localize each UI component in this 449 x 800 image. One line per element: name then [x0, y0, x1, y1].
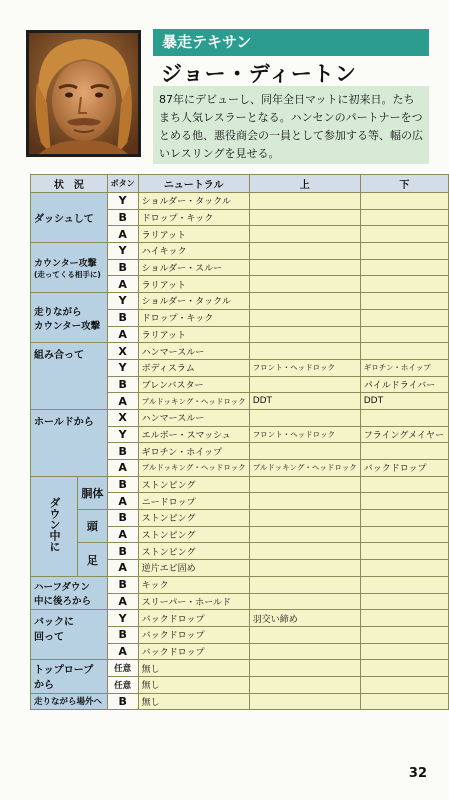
- move-neutral: ブルドッキング・ヘッドロック: [138, 393, 249, 410]
- move-neutral: バックドロップ: [138, 610, 249, 627]
- move-up: [249, 593, 360, 610]
- move-down: [360, 276, 448, 293]
- move-up: [249, 276, 360, 293]
- move-down: [360, 476, 448, 493]
- move-neutral: ストンピング: [138, 510, 249, 527]
- move-neutral: ドロップ・キック: [138, 309, 249, 326]
- button-key: B: [107, 376, 138, 393]
- button-key: A: [107, 276, 138, 293]
- button-key: 任意: [107, 660, 138, 677]
- move-up: [249, 309, 360, 326]
- move-neutral: ストンピング: [138, 476, 249, 493]
- move-neutral: 無し: [138, 676, 249, 693]
- move-neutral: ショルダー・タックル: [138, 193, 249, 210]
- move-neutral: ストンピング: [138, 526, 249, 543]
- move-neutral: ラリアット: [138, 276, 249, 293]
- wrestler-name: ジョー・ディートン: [161, 62, 357, 86]
- state-back: [31, 610, 108, 660]
- move-neutral: ハイキック: [138, 243, 249, 260]
- move-neutral: ブルドッキング・ヘッドロック: [138, 460, 249, 477]
- state-hold: ホールドから: [31, 409, 108, 476]
- move-down: [360, 326, 448, 343]
- table-row: [31, 576, 449, 593]
- move-neutral: ショルダー・スルー: [138, 259, 249, 276]
- header-up: 上: [249, 175, 360, 193]
- state-running-counter-line2: カウンター攻撃: [34, 320, 101, 332]
- move-down: パイルドライバー: [360, 376, 448, 393]
- header-state: 状 況: [31, 175, 108, 193]
- move-down: [360, 543, 448, 560]
- move-down: [360, 209, 448, 226]
- button-key: B: [107, 510, 138, 527]
- state-outside: 走りながら場外へ: [31, 693, 108, 710]
- move-neutral: ラリアット: [138, 326, 249, 343]
- table-row: [31, 193, 449, 210]
- button-key: A: [107, 326, 138, 343]
- button-key: B: [107, 576, 138, 593]
- move-up: フロント・ヘッドロック: [249, 359, 360, 376]
- button-key: A: [107, 460, 138, 477]
- table-row: [31, 693, 449, 710]
- move-neutral: バックドロップ: [138, 643, 249, 660]
- state-half-down-line1: ハーフダウン: [34, 582, 90, 593]
- page-number: 32: [408, 766, 427, 781]
- move-neutral: ストンピング: [138, 543, 249, 560]
- move-down: [360, 510, 448, 527]
- move-neutral: エルボー・スマッシュ: [138, 426, 249, 443]
- move-down: [360, 293, 448, 310]
- header-down: 下: [360, 175, 448, 193]
- state-down-label: ダウン中に: [48, 496, 62, 552]
- move-up: [249, 243, 360, 260]
- move-up: [249, 443, 360, 460]
- state-down-torso: 胴体: [78, 476, 108, 509]
- move-up: [249, 409, 360, 426]
- state-dash: ダッシュして: [31, 193, 108, 243]
- state-back-line2: 回って: [34, 632, 64, 644]
- move-up: [249, 226, 360, 243]
- state-top-rope-line1: トップロープ: [34, 665, 94, 677]
- wrestler-description: 87年にデビューし、同年全日マットに初来日。たちまち人気レスラーとなる。ハンセンのパートナーをつとめる他、悪役商会の一員として参加する等、幅の広いレスリングを見せる。: [153, 86, 429, 164]
- move-up: [249, 660, 360, 677]
- move-up: [249, 693, 360, 710]
- table-row: [31, 660, 449, 677]
- table-row: [31, 243, 449, 260]
- wrestler-photo-icon: [29, 33, 138, 154]
- button-key: B: [107, 476, 138, 493]
- move-neutral: ニードロップ: [138, 493, 249, 510]
- move-neutral: ラリアット: [138, 226, 249, 243]
- move-down: [360, 243, 448, 260]
- state-down-legs: 足: [78, 543, 108, 576]
- move-up: [249, 626, 360, 643]
- move-down: [360, 660, 448, 677]
- button-key: 任意: [107, 676, 138, 693]
- move-up: [249, 560, 360, 577]
- table-header-row: [31, 175, 449, 193]
- move-up: [249, 293, 360, 310]
- move-neutral: ボディスラム: [138, 359, 249, 376]
- button-key: X: [107, 343, 138, 360]
- button-key: X: [107, 409, 138, 426]
- table-row: [31, 476, 449, 493]
- move-down: [360, 193, 448, 210]
- move-down: DDT: [360, 393, 448, 410]
- move-neutral: ハンマースルー: [138, 409, 249, 426]
- move-up: [249, 643, 360, 660]
- move-down: [360, 226, 448, 243]
- move-neutral: キック: [138, 576, 249, 593]
- state-back-line1: バックに: [34, 617, 74, 629]
- button-key: A: [107, 393, 138, 410]
- button-key: Y: [107, 293, 138, 310]
- state-down: [31, 476, 78, 576]
- state-top-rope: [31, 660, 108, 693]
- state-running-counter: [31, 293, 108, 343]
- team-name-banner: 暴走テキサン: [153, 29, 429, 56]
- move-neutral: スリーパー・ホールド: [138, 593, 249, 610]
- table-row: [31, 610, 449, 627]
- move-down: [360, 560, 448, 577]
- move-up: ブルドッキング・ヘッドロック: [249, 460, 360, 477]
- move-neutral: ギロチン・ホイップ: [138, 443, 249, 460]
- move-neutral: 逆片エビ固め: [138, 560, 249, 577]
- table-row: [31, 510, 449, 527]
- move-down: [360, 643, 448, 660]
- button-key: A: [107, 593, 138, 610]
- move-down: [360, 626, 448, 643]
- move-up: [249, 209, 360, 226]
- button-key: Y: [107, 193, 138, 210]
- state-counter: [31, 243, 108, 293]
- table-row: [31, 543, 449, 560]
- move-neutral: ブレンバスター: [138, 376, 249, 393]
- table-row: [31, 409, 449, 426]
- move-up: [249, 376, 360, 393]
- state-half-down-line2: 中に後ろから: [34, 596, 92, 607]
- table-row: [31, 293, 449, 310]
- button-key: A: [107, 493, 138, 510]
- move-down: [360, 309, 448, 326]
- move-down: フライングメイヤー: [360, 426, 448, 443]
- button-key: B: [107, 626, 138, 643]
- button-key: A: [107, 226, 138, 243]
- button-key: B: [107, 693, 138, 710]
- move-up: [249, 326, 360, 343]
- move-up: [249, 510, 360, 527]
- move-up: [249, 259, 360, 276]
- move-neutral: バックドロップ: [138, 626, 249, 643]
- move-up: [249, 493, 360, 510]
- state-half-down: [31, 576, 108, 609]
- move-down: [360, 676, 448, 693]
- move-up: [249, 543, 360, 560]
- button-key: B: [107, 309, 138, 326]
- move-table: [30, 174, 449, 710]
- move-up: [249, 576, 360, 593]
- move-up: [249, 676, 360, 693]
- button-key: Y: [107, 610, 138, 627]
- state-running-counter-line1: 走りながら: [34, 306, 82, 318]
- move-down: [360, 526, 448, 543]
- button-key: Y: [107, 243, 138, 260]
- move-up: [249, 476, 360, 493]
- move-down: [360, 610, 448, 627]
- move-up: DDT: [249, 393, 360, 410]
- move-down: [360, 576, 448, 593]
- move-neutral: ドロップ・キック: [138, 209, 249, 226]
- button-key: B: [107, 543, 138, 560]
- move-down: [360, 443, 448, 460]
- state-counter-label: カウンター攻撃: [34, 258, 97, 269]
- button-key: Y: [107, 426, 138, 443]
- move-up: [249, 526, 360, 543]
- button-key: B: [107, 259, 138, 276]
- move-down: [360, 493, 448, 510]
- button-key: Y: [107, 359, 138, 376]
- state-down-head: 頭: [78, 510, 108, 543]
- move-up: 羽交い締め: [249, 610, 360, 627]
- button-key: A: [107, 560, 138, 577]
- header-button: ボタン: [107, 175, 138, 193]
- wrestler-portrait: [26, 30, 141, 157]
- state-counter-note: (走ってくる相手に): [34, 269, 101, 279]
- move-up: フロント・ヘッドロック: [249, 426, 360, 443]
- header-neutral: ニュートラル: [138, 175, 249, 193]
- move-down: [360, 593, 448, 610]
- move-down: バックドロップ: [360, 460, 448, 477]
- button-key: A: [107, 526, 138, 543]
- move-down: [360, 259, 448, 276]
- button-key: A: [107, 643, 138, 660]
- move-down: [360, 409, 448, 426]
- move-up: [249, 343, 360, 360]
- button-key: B: [107, 443, 138, 460]
- move-neutral: ハンマースルー: [138, 343, 249, 360]
- state-top-rope-line2: から: [34, 680, 54, 692]
- table-row: [31, 343, 449, 360]
- move-down: ギロチン・ホイップ: [360, 359, 448, 376]
- button-key: B: [107, 209, 138, 226]
- move-up: [249, 193, 360, 210]
- move-neutral: 無し: [138, 660, 249, 677]
- state-grapple: 組み合って: [31, 343, 108, 410]
- move-down: [360, 343, 448, 360]
- move-down: [360, 693, 448, 710]
- move-neutral: 無し: [138, 693, 249, 710]
- move-neutral: ショルダー・タックル: [138, 293, 249, 310]
